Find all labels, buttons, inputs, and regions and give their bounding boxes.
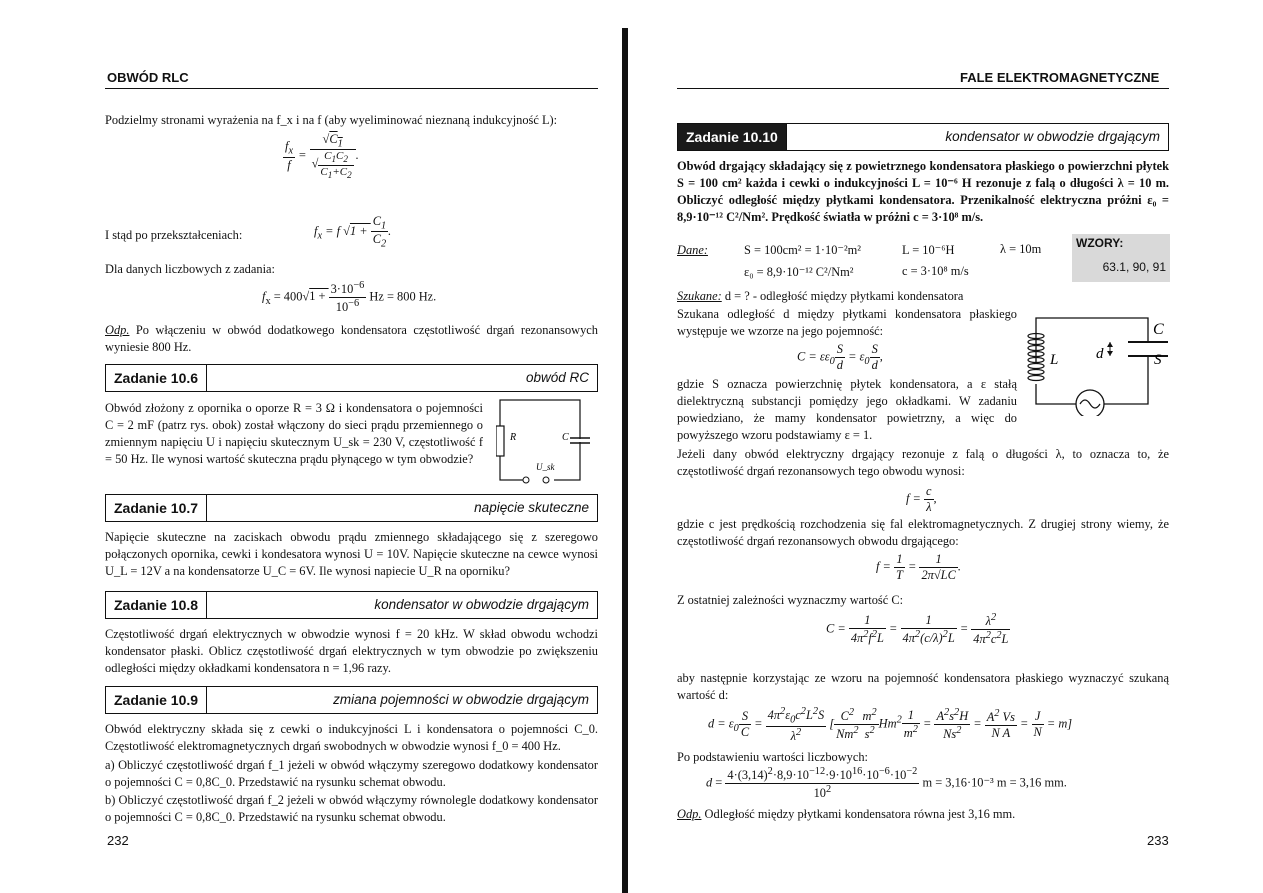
- task-10-10-text: Obwód drgający składający się z powietrznego kondensatora płaskiego o powierzchni płytek S = 100 cm² każda i cewki o indukcyjności L = 10⁻⁶ H rezonuje z falą o długości λ = 10 m. Obliczyć odległość między płytkami kondensatora. Przenikalność elektryczna próżni ε₀ = 8,9·10⁻¹² C²/Nm². Prędkość światła w próżni c = 3·10⁸ m/s.: [677, 159, 1169, 224]
- task-10-10-header: [677, 123, 1169, 151]
- left-header: OBWÓD RLC: [107, 70, 189, 85]
- dane-l: L = 10⁻⁶H: [902, 243, 955, 257]
- wzory-label: WZORY:: [1076, 236, 1124, 250]
- task-topic: kondensator w obwodzie drgającym: [945, 129, 1160, 144]
- answer-label: Odp.: [677, 807, 702, 821]
- task-10-6-text: Obwód złożony z opornika o oporze R = 3 Ω i kondensatora o pojemności C = 2 mF (patrz rys. obok) został włączony do sieci prądu przemiennego o zmiennym napięciu U i napięciu skutecznym U_sk = 230 V, częstotliwość f = 50 Hz. Ile wynosi wartość skuteczna prądu płynącego w tym obwodzie?: [105, 401, 483, 466]
- task-10-9-b: b) Obliczyć częstotliwość drgań f_2 jeżeli w obwód włączymy równolegle dodatkowy kondensator o pojemności C = 0,8C_0. Przedstawić na rysunku schemat obwodu.: [105, 793, 598, 824]
- para-6: aby następnie korzystając ze wzoru na pojemność kondensatora płaskiego wyznaczyć szukaną wartość d:: [677, 671, 1169, 702]
- para-5: Z ostatniej zależności wyznaczmy wartość C:: [677, 593, 904, 607]
- capacitor-label: C: [562, 432, 569, 443]
- task-10-7-header: [105, 494, 598, 522]
- page-number-left: 232: [107, 833, 129, 848]
- task-title: Zadanie 10.8: [106, 592, 207, 618]
- formula-numeric: $f_x = 400√1$ + $\frac{3\cdot 10^{-6}}{10^{-6}}$ Hz = 800 Hz.: [262, 280, 437, 315]
- formula-capacity: $C = \varepsilon\varepsilon_0$ $\frac{S}{d}$ = $\varepsilon_0$ $\frac{S}{d}$ ,: [797, 342, 883, 372]
- task-10-6-header: [105, 364, 598, 392]
- lc-circuit-diagram: [1018, 306, 1170, 416]
- formula-d: $d = \varepsilon_0$ $\frac{S}{C}$ = $\frac{4\pi^2\varepsilon_0c^2L^2S}{\lambda^2}$ [ $\frac{C^2}{Nm^2}$ $\frac{m^2}{s^2}$ Hm$^2$ $\frac{1}{m^2}$ = $\frac{A^2s^2H}{Ns^2}$ = $\frac{A^2 Vs}{\text{N A}}$ = $\frac{J}{N}$ = m]: [708, 706, 1073, 743]
- right-answer: [677, 806, 1169, 823]
- dane-eps: ε₀ = 8,9·10⁻¹² C²/Nm²: [744, 265, 854, 279]
- answer-text: Odległość między płytkami kondensatora równa jest 3,16 mm.: [704, 807, 1016, 821]
- area-label: S: [1154, 352, 1162, 368]
- distance-label: d: [1096, 346, 1104, 362]
- page-number-right: 233: [1147, 833, 1169, 848]
- wzory-value: 63.1, 90, 91: [1102, 260, 1166, 274]
- formula-final: d = $\frac{4\cdot(3,14)^2\cdot 8,9\cdot 10^{-12}\cdot 9\cdot 10^{16}\cdot 10^{-6}\cdot 10^{-2}}{10^2}$ m = 3,16·10⁻³ m = 3,16 mm.: [706, 766, 1067, 801]
- right-header-rule: [677, 88, 1169, 89]
- left-answer: [105, 322, 598, 356]
- task-title: Zadanie 10.7: [106, 495, 207, 521]
- left-header-rule: [105, 88, 598, 89]
- formula-frequency: f = $\frac{c}{\lambda}$ ,: [906, 484, 937, 514]
- para-1: Szukana odległość d między płytkami kondensatora płaskiego występuje we wzorze na jego pojemność:: [677, 307, 1017, 338]
- transform-label: I stąd po przekształceniach:: [105, 228, 243, 242]
- task-10-8-text: Częstotliwość drgań elektrycznych w obwodzie wynosi f = 20 kHz. W skład obwodu wchodzi kondensator płaski. Oblicz częstotliwość drgań elektrycznych w tym obwodzie po zwiększeniu odległości między okładkami kondensatora n = 1,96 razy.: [105, 627, 598, 675]
- dane-c: c = 3·10⁸ m/s: [902, 264, 969, 278]
- szukane-text: d = ? - odległość między płytkami kondensatora: [724, 289, 964, 303]
- task-title: Zadanie 10.10: [678, 124, 787, 150]
- resistor-label: R: [510, 432, 517, 443]
- task-title: Zadanie 10.6: [106, 365, 207, 391]
- task-10-7-text: Napięcie skuteczne na zaciskach obwodu prądu zmiennego składającego się z szeregowo połączonych opornika, cewki i kondesatora wynosi U = 10V. Napięcie skuteczne na cewce wynosi U_L = 12V a na kondensatorze U_C = 6V. Ile wynosi napiecie U_R na oporniku?: [105, 530, 598, 578]
- task-topic: kondensator w obwodzie drgającym: [374, 597, 589, 612]
- task-topic: napięcie skuteczne: [474, 500, 589, 515]
- dane-s: S = 100cm² = 1·10⁻²m²: [744, 243, 862, 257]
- wzory-box: [1072, 234, 1170, 282]
- book-spine: [622, 28, 628, 893]
- voltage-label: U_sk: [536, 462, 555, 472]
- formula-fx: $f_x = f$ √1 + $\frac{C_1}{C_2}$ .: [314, 214, 392, 250]
- answer-label: Odp.: [105, 323, 130, 337]
- coil-label: L: [1050, 352, 1059, 368]
- para-3: Jeżeli dany obwód elektryczny drgający rezonuje z falą o długości λ, to oznacza to, że częstotliwość drgań rezonansowych tego obwodu wynosi:: [677, 447, 1169, 478]
- numeric-result: Hz = 800 Hz.: [369, 289, 437, 304]
- szukane-line: [677, 288, 1097, 305]
- right-header: FALE ELEKTROMAGNETYCZNE: [960, 70, 1160, 85]
- szukane-label: Szukane:: [677, 289, 722, 303]
- formula-c: C = $\frac{1}{4\pi^2f^2L}$ = $\frac{1}{4\pi^2(c/\lambda)^2L}$ = $\frac{\lambda^2}{4\pi^2c^2L}$: [826, 612, 1009, 647]
- para-4: gdzie c jest prędkością rozchodzenia się fal elektromagnetycznych. Z drugiej strony wiemy, że częstotliwość drgań rezonansowych obwodu drgającego:: [677, 517, 1169, 548]
- answer-text: Po włączeniu w obwód dodatkowego kondensatora częstotliwość drgań rezonansowych wyniesie 800 Hz.: [105, 323, 599, 354]
- task-topic: obwód RC: [525, 370, 589, 385]
- para-7: Po podstawieniu wartości liczbowych:: [677, 750, 868, 764]
- final-result: m = 3,16·10⁻³ m = 3,16 mm.: [922, 775, 1067, 790]
- task-10-8-header: [105, 591, 598, 619]
- task-10-9-a: a) Obliczyć częstotliwość drgań f_1 jeżeli w obwód włączymy szeregowo dodatkowy kondensator o pojemności C = 0,8C_0. Przedstawić na rysunku schemat obwodu.: [105, 758, 598, 789]
- task-title: Zadanie 10.9: [106, 687, 207, 713]
- task-10-9-header: [105, 686, 598, 714]
- left-intro: Podzielmy stronami wyrażenia na f_x i na f (aby wyeliminować nieznaną indukcyjność L):: [105, 113, 558, 127]
- dane-lambda: λ = 10m: [1000, 242, 1042, 256]
- capacitor-label: C: [1153, 321, 1164, 338]
- task-topic: zmiana pojemności w obwodzie drgającym: [333, 692, 589, 707]
- task-10-9-text: Obwód elektryczny składa się z cewki o indukcyjności L i kondensatora o pojemności C_0. Częstotliwość elektromagnetycznych drgań swobodnych w obwodzie wynosi f_0 = 400 Hz.: [105, 722, 598, 753]
- dane-label: Dane:: [677, 243, 708, 257]
- formula-resonance: f = $\frac{1}{T}$ = $\frac{1}{2\pi√LC}$ .: [876, 552, 961, 582]
- formula-ratio: $\frac{f_x}{f}$ = $√C_1$ √ $\frac{C_1C_2}{C_1+C_2}$ .: [285, 132, 359, 180]
- rc-circuit-diagram: [496, 398, 601, 488]
- para-2: gdzie S oznacza powierzchnię płytek kondensatora, a ε stałą dielektryczną substancji pomiędzy jego okładkami. W zadaniu powiedziano, że mamy kondensator powietrzny, a więc do powyższego wzoru podstawiamy ε = 1.: [677, 377, 1017, 442]
- numeric-label: Dla danych liczbowych z zadania:: [105, 262, 275, 276]
